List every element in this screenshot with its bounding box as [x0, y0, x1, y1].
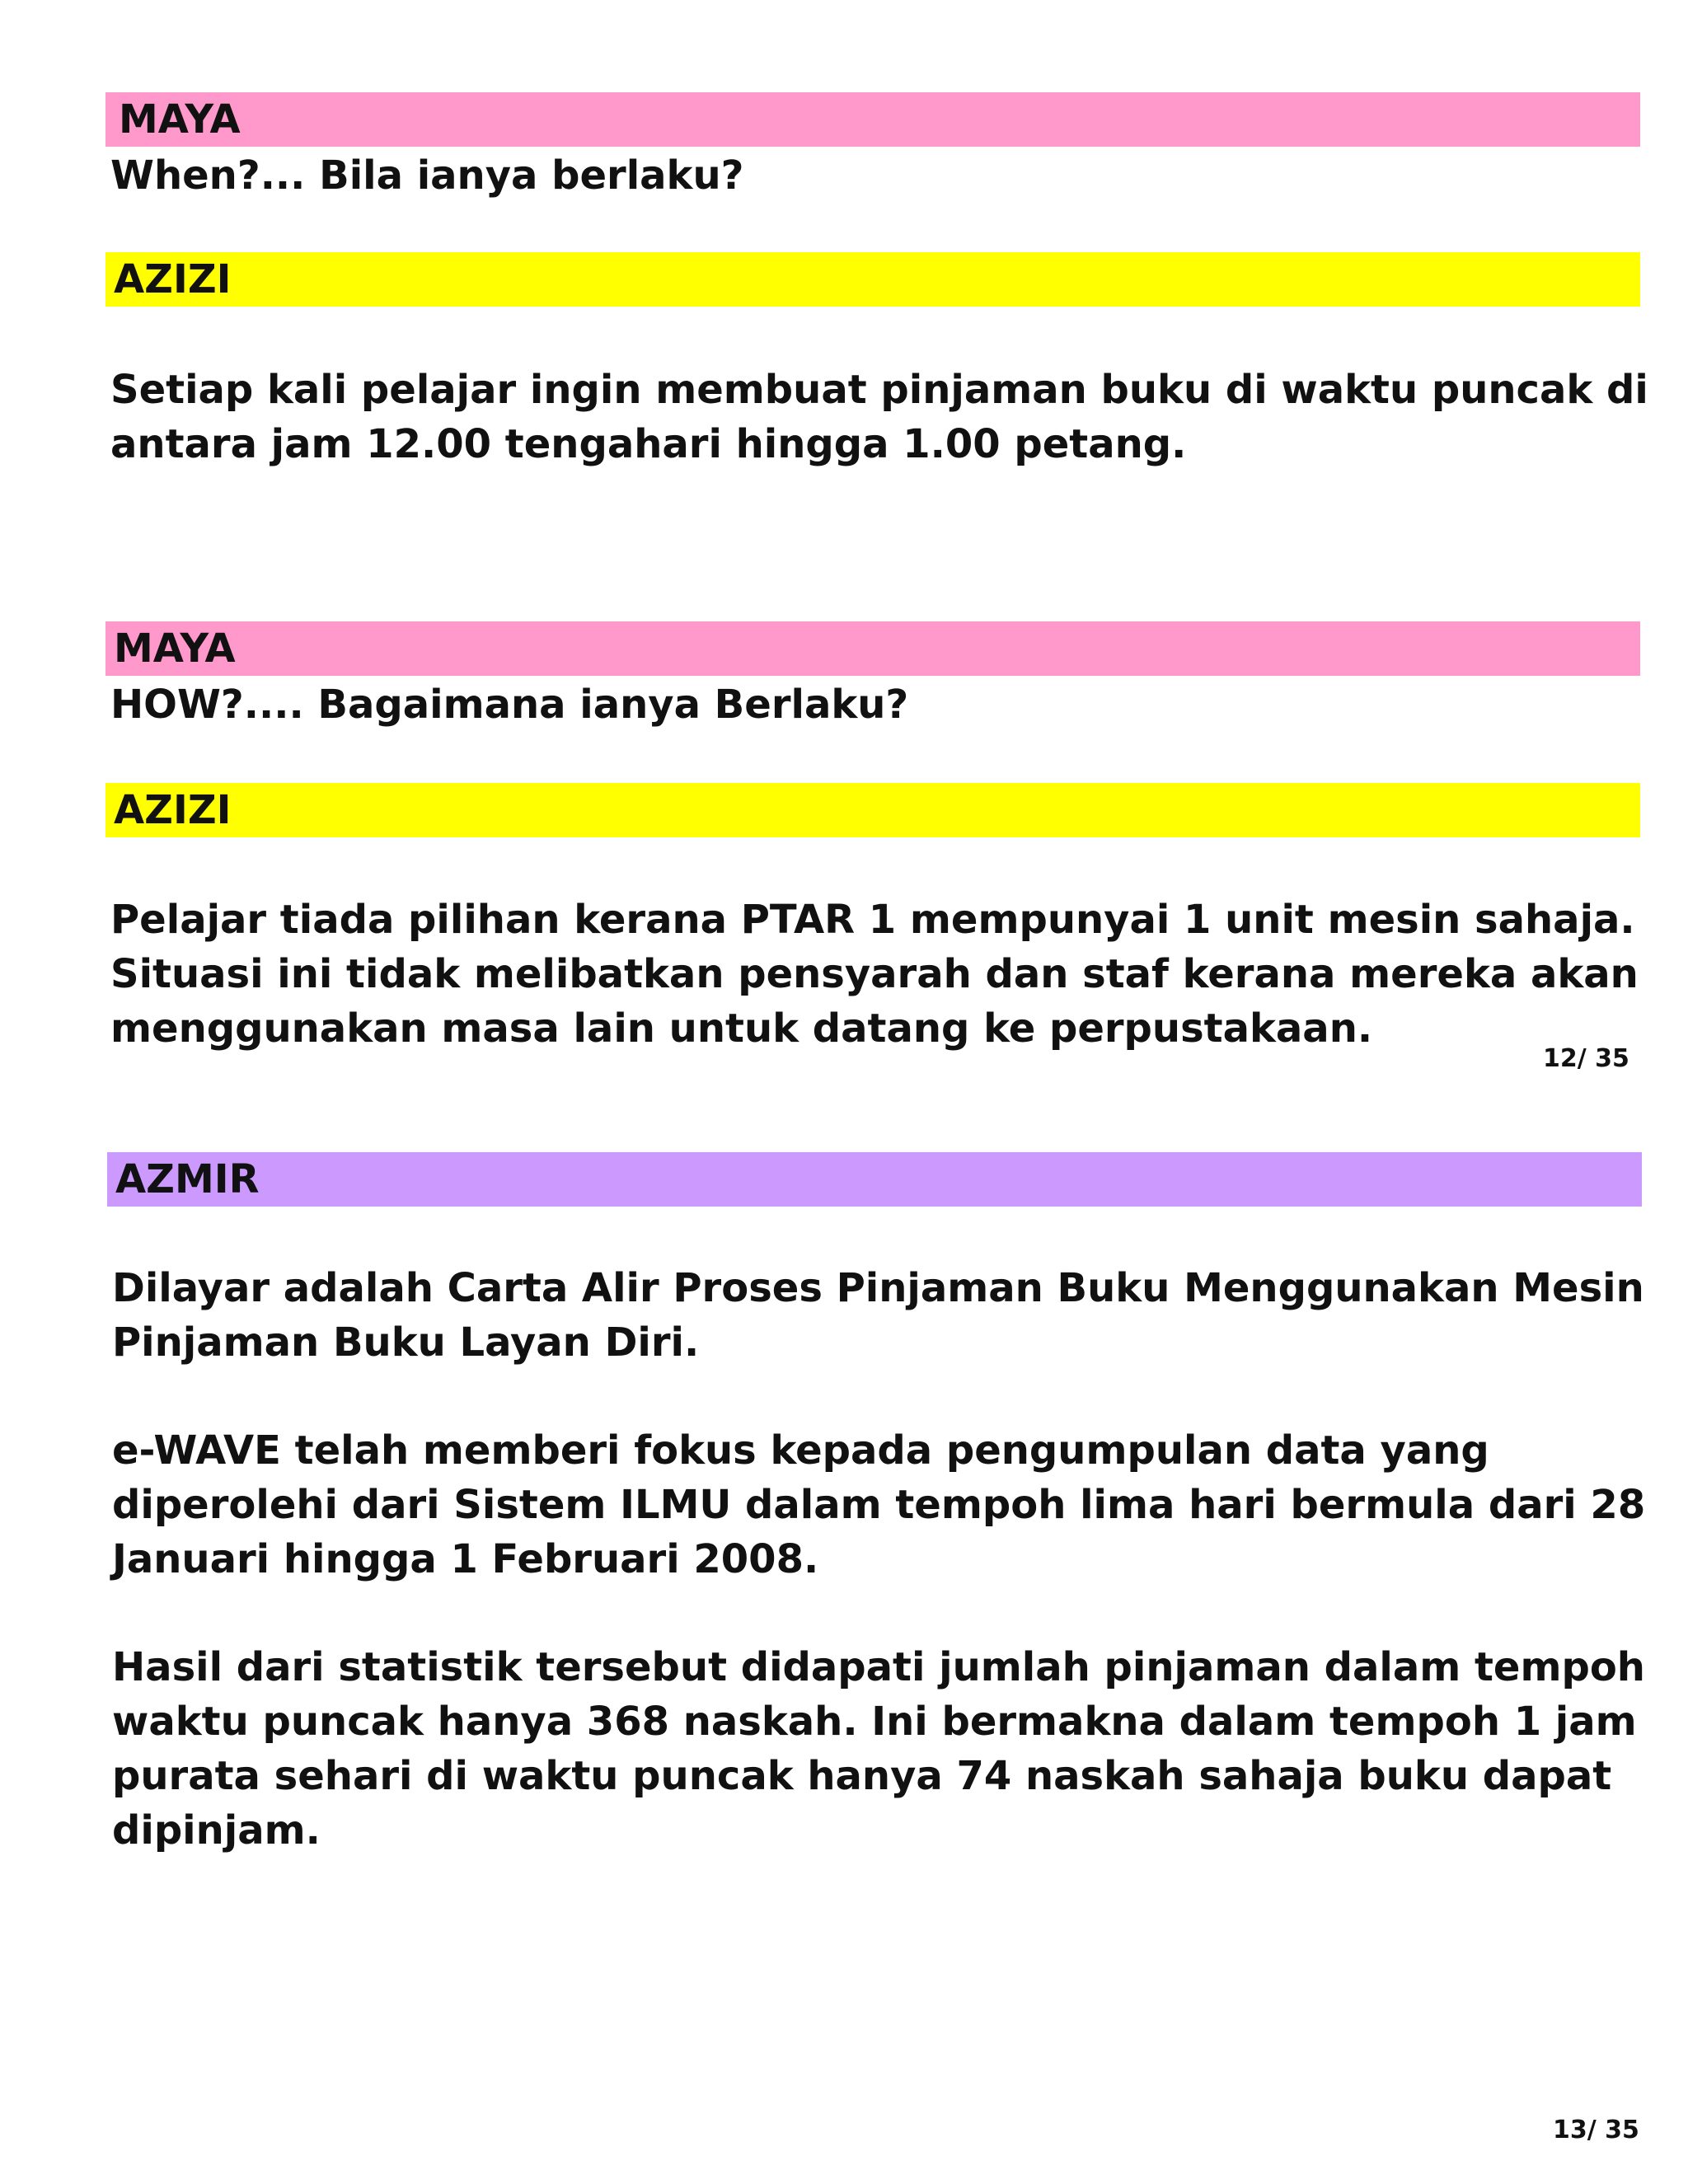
dialogue-line: menggunakan masa lain untuk datang ke perpustakaan.	[110, 1005, 1373, 1052]
dialogue-line: Pinjaman Buku Layan Diri.	[112, 1319, 700, 1366]
dialogue-line: e-WAVE telah memberi fokus kepada pengumpulan data yang	[112, 1427, 1489, 1474]
dialogue-line: Dilayar adalah Carta Alir Proses Pinjaman Buku Menggunakan Mesin	[112, 1265, 1644, 1311]
dialogue-line: When?... Bila ianya berlaku?	[110, 152, 744, 199]
speaker-name: AZMIR	[115, 1156, 260, 1202]
dialogue-paragraph	[110, 363, 1648, 471]
speaker-label-azizi	[106, 252, 1640, 307]
dialogue-line: dipinjam.	[112, 1807, 321, 1854]
page-number: 12/ 35	[1543, 1044, 1629, 1073]
speaker-name: MAYA	[114, 626, 236, 672]
dialogue-line: Setiap kali pelajar ingin membuat pinjaman buku di waktu puncak di	[110, 367, 1648, 413]
dialogue-line: purata sehari di waktu puncak hanya 74 naskah sahaja buku dapat	[112, 1753, 1612, 1799]
speaker-name: AZIZI	[114, 256, 232, 302]
speaker-name: MAYA	[119, 96, 241, 143]
dialogue-line: waktu puncak hanya 368 naskah. Ini bermakna dalam tempoh 1 jam	[112, 1699, 1637, 1745]
dialogue-line: Januari hingga 1 Februari 2008.	[112, 1536, 819, 1582]
dialogue-paragraph	[112, 1261, 1644, 1370]
dialogue-line: Situasi ini tidak melibatkan pensyarah dan staf kerana mereka akan	[110, 951, 1639, 997]
speaker-name: AZIZI	[114, 787, 232, 833]
speaker-label-maya	[106, 621, 1640, 676]
dialogue-line: Hasil dari statistik tersebut didapati jumlah pinjaman dalam tempoh	[112, 1644, 1645, 1690]
dialogue-paragraph	[112, 1423, 1646, 1586]
dialogue-line: diperolehi dari Sistem ILMU dalam tempoh lima hari bermula dari 28	[112, 1482, 1646, 1528]
dialogue-line: antara jam 12.00 tengahari hingga 1.00 petang.	[110, 421, 1187, 467]
dialogue-line: HOW?.... Bagaimana ianya Berlaku?	[110, 682, 909, 728]
dialogue-line: Pelajar tiada pilihan kerana PTAR 1 mempunyai 1 unit mesin sahaja.	[110, 897, 1635, 943]
page-number: 13/ 35	[1553, 2116, 1639, 2144]
dialogue-paragraph	[112, 1640, 1645, 1858]
dialogue-paragraph	[110, 893, 1639, 1056]
speaker-label-azmir	[107, 1152, 1642, 1207]
speaker-label-maya	[106, 92, 1640, 147]
speaker-label-azizi	[106, 783, 1640, 837]
